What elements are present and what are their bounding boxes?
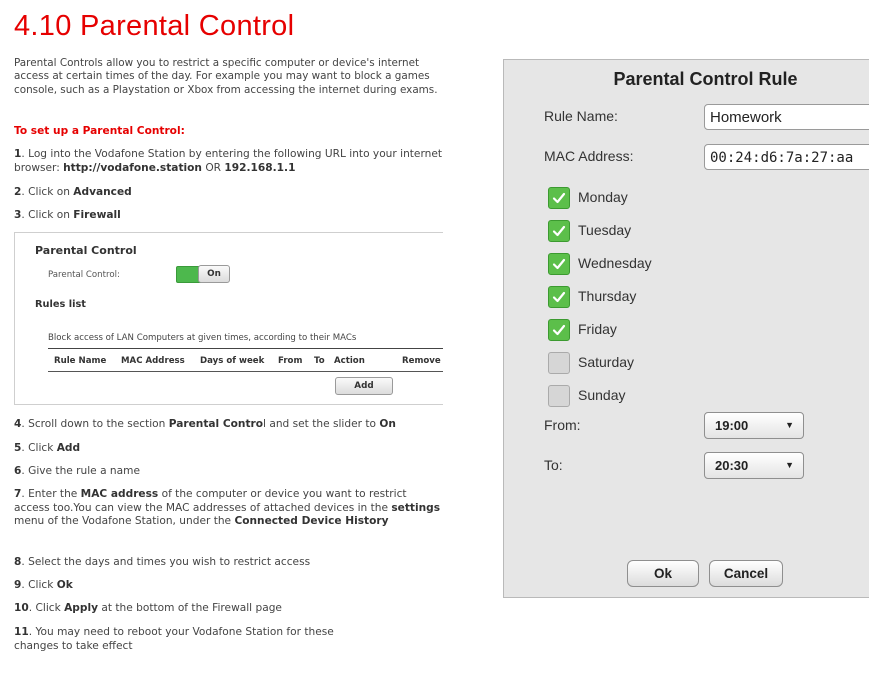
- page-title: 4.10 Parental Control: [14, 10, 295, 42]
- step-text: menu of the Vodafone Station, under the: [14, 515, 235, 528]
- column-to: To: [314, 356, 325, 366]
- step-number: 2: [14, 186, 22, 198]
- step-number: 4: [14, 418, 22, 430]
- step-bold: Parental Contro: [168, 418, 264, 430]
- day-label-thursday: Thursday: [578, 288, 637, 304]
- step-6: [14, 465, 442, 479]
- step-text: . Log into the Vodafone Station by entering the following URL into your internet browser:: [14, 148, 443, 174]
- step-bold: On: [379, 418, 396, 430]
- step-text: . Select the days and times you wish to restrict access: [21, 556, 311, 568]
- rules-description: Block access of LAN Computers at given times, according to their MACs: [48, 333, 357, 343]
- ok-button[interactable]: Ok: [627, 560, 699, 587]
- step-text: l and set the slider to: [263, 418, 380, 430]
- step-9: [14, 579, 442, 593]
- rules-list-heading: Rules list: [35, 299, 86, 310]
- step-text: . Click: [21, 442, 57, 454]
- step-text: . Give the rule a name: [21, 465, 140, 477]
- day-label-monday: Monday: [578, 189, 628, 205]
- step-number: 3: [14, 209, 22, 221]
- chevron-down-icon: ▼: [785, 420, 794, 430]
- rule-name-input[interactable]: Homework: [704, 104, 869, 130]
- day-label-tuesday: Tuesday: [578, 222, 632, 238]
- checkmark-icon: [552, 323, 566, 337]
- step-5: [14, 442, 442, 456]
- step-bold: settings: [391, 501, 441, 514]
- step-bold: Apply: [64, 602, 99, 614]
- column-rule-name: Rule Name: [54, 356, 107, 366]
- checkmark-icon: [552, 257, 566, 271]
- step-2: [14, 186, 442, 200]
- day-checkbox-monday[interactable]: [548, 187, 570, 209]
- day-checkbox-friday[interactable]: [548, 319, 570, 341]
- step-text: OR: [201, 161, 225, 174]
- step-text: . Click: [28, 602, 65, 614]
- day-checkbox-saturday[interactable]: [548, 352, 570, 374]
- step-number: 10: [14, 602, 29, 614]
- mac-address-input[interactable]: 00:24:d6:7a:27:aa: [704, 144, 869, 170]
- step-text: . Click: [21, 579, 57, 591]
- table-top-border: [48, 348, 443, 349]
- dialog-title: Parental Control Rule: [613, 69, 798, 89]
- step-10: [14, 602, 442, 616]
- from-time-value: 19:00: [715, 418, 749, 433]
- step-bold: Firewall: [73, 209, 121, 221]
- step-text: at the bottom of the Firewall page: [98, 602, 282, 614]
- checkmark-icon: [552, 224, 566, 238]
- checkmark-icon: [552, 191, 566, 205]
- day-label-sunday: Sunday: [578, 387, 626, 403]
- rule-name-label: Rule Name:: [544, 108, 618, 124]
- intro-paragraph: Parental Controls allow you to restrict a specific computer or device's internet access at certain times of the day. For example you may want to block a games console, such as a Playstation or Xbox from accessing the internet during exams.: [14, 57, 438, 96]
- step-1: [14, 148, 442, 175]
- to-label: To:: [544, 457, 563, 473]
- step-number: 1: [14, 148, 22, 160]
- parental-control-toggle[interactable]: [176, 265, 230, 283]
- step-bold: MAC address: [80, 488, 159, 500]
- step-number: 11: [14, 626, 29, 638]
- step-number: 5: [14, 442, 22, 454]
- parental-control-heading: Parental Control: [35, 244, 137, 257]
- column-from: From: [278, 356, 303, 366]
- station-url: http://vodafone.station: [63, 161, 202, 174]
- day-label-wednesday: Wednesday: [578, 255, 652, 271]
- add-rule-button[interactable]: Add: [335, 377, 393, 395]
- setup-heading: To set up a Parental Control:: [14, 125, 185, 137]
- firewall-screenshot: [14, 232, 443, 405]
- from-time-select[interactable]: [704, 412, 804, 439]
- step-text: . Click on: [21, 186, 74, 198]
- step-text: . You may need to reboot your Vodafone Station for these changes to take effect: [14, 626, 334, 652]
- step-3: [14, 209, 442, 223]
- column-remove: Remove: [402, 356, 441, 366]
- step-text: of the computer or device you want to restrict access too.You can view the MAC addresses of attached devices in the: [14, 488, 407, 514]
- chevron-down-icon: ▼: [785, 460, 794, 470]
- day-checkbox-wednesday[interactable]: [548, 253, 570, 275]
- table-header-border: [48, 371, 443, 372]
- day-label-friday: Friday: [578, 321, 617, 337]
- day-checkbox-tuesday[interactable]: [548, 220, 570, 242]
- step-bold: Add: [56, 442, 81, 454]
- to-time-select[interactable]: [704, 452, 804, 479]
- column-mac-address: MAC Address: [121, 356, 185, 366]
- checkmark-icon: [552, 290, 566, 304]
- parental-control-toggle-label: Parental Control:: [48, 270, 120, 280]
- step-number: 6: [14, 465, 22, 477]
- day-checkbox-thursday[interactable]: [548, 286, 570, 308]
- toggle-on-label: On: [198, 265, 230, 283]
- step-11: [14, 626, 344, 653]
- mac-address-label: MAC Address:: [544, 148, 634, 164]
- day-checkbox-sunday[interactable]: [548, 385, 570, 407]
- column-days-of-week: Days of week: [200, 356, 265, 366]
- step-text: . Enter the: [21, 488, 81, 500]
- step-8: [14, 556, 442, 570]
- to-time-value: 20:30: [715, 458, 749, 473]
- from-label: From:: [544, 417, 581, 433]
- step-number: 8: [14, 556, 22, 568]
- step-bold: Advanced: [73, 186, 132, 198]
- step-text: . Click on: [21, 209, 74, 221]
- cancel-button[interactable]: Cancel: [709, 560, 783, 587]
- step-4: [14, 418, 442, 432]
- step-text: . Scroll down to the section: [21, 418, 169, 430]
- step-bold: Ok: [56, 579, 73, 591]
- station-ip: 192.168.1.1: [224, 161, 296, 174]
- day-label-saturday: Saturday: [578, 354, 635, 370]
- step-7: [14, 488, 442, 529]
- parental-control-rule-dialog: [503, 59, 869, 598]
- step-number: 7: [14, 488, 22, 500]
- step-number: 9: [14, 579, 22, 591]
- column-action: Action: [334, 356, 365, 366]
- step-bold: Connected Device History: [234, 515, 389, 528]
